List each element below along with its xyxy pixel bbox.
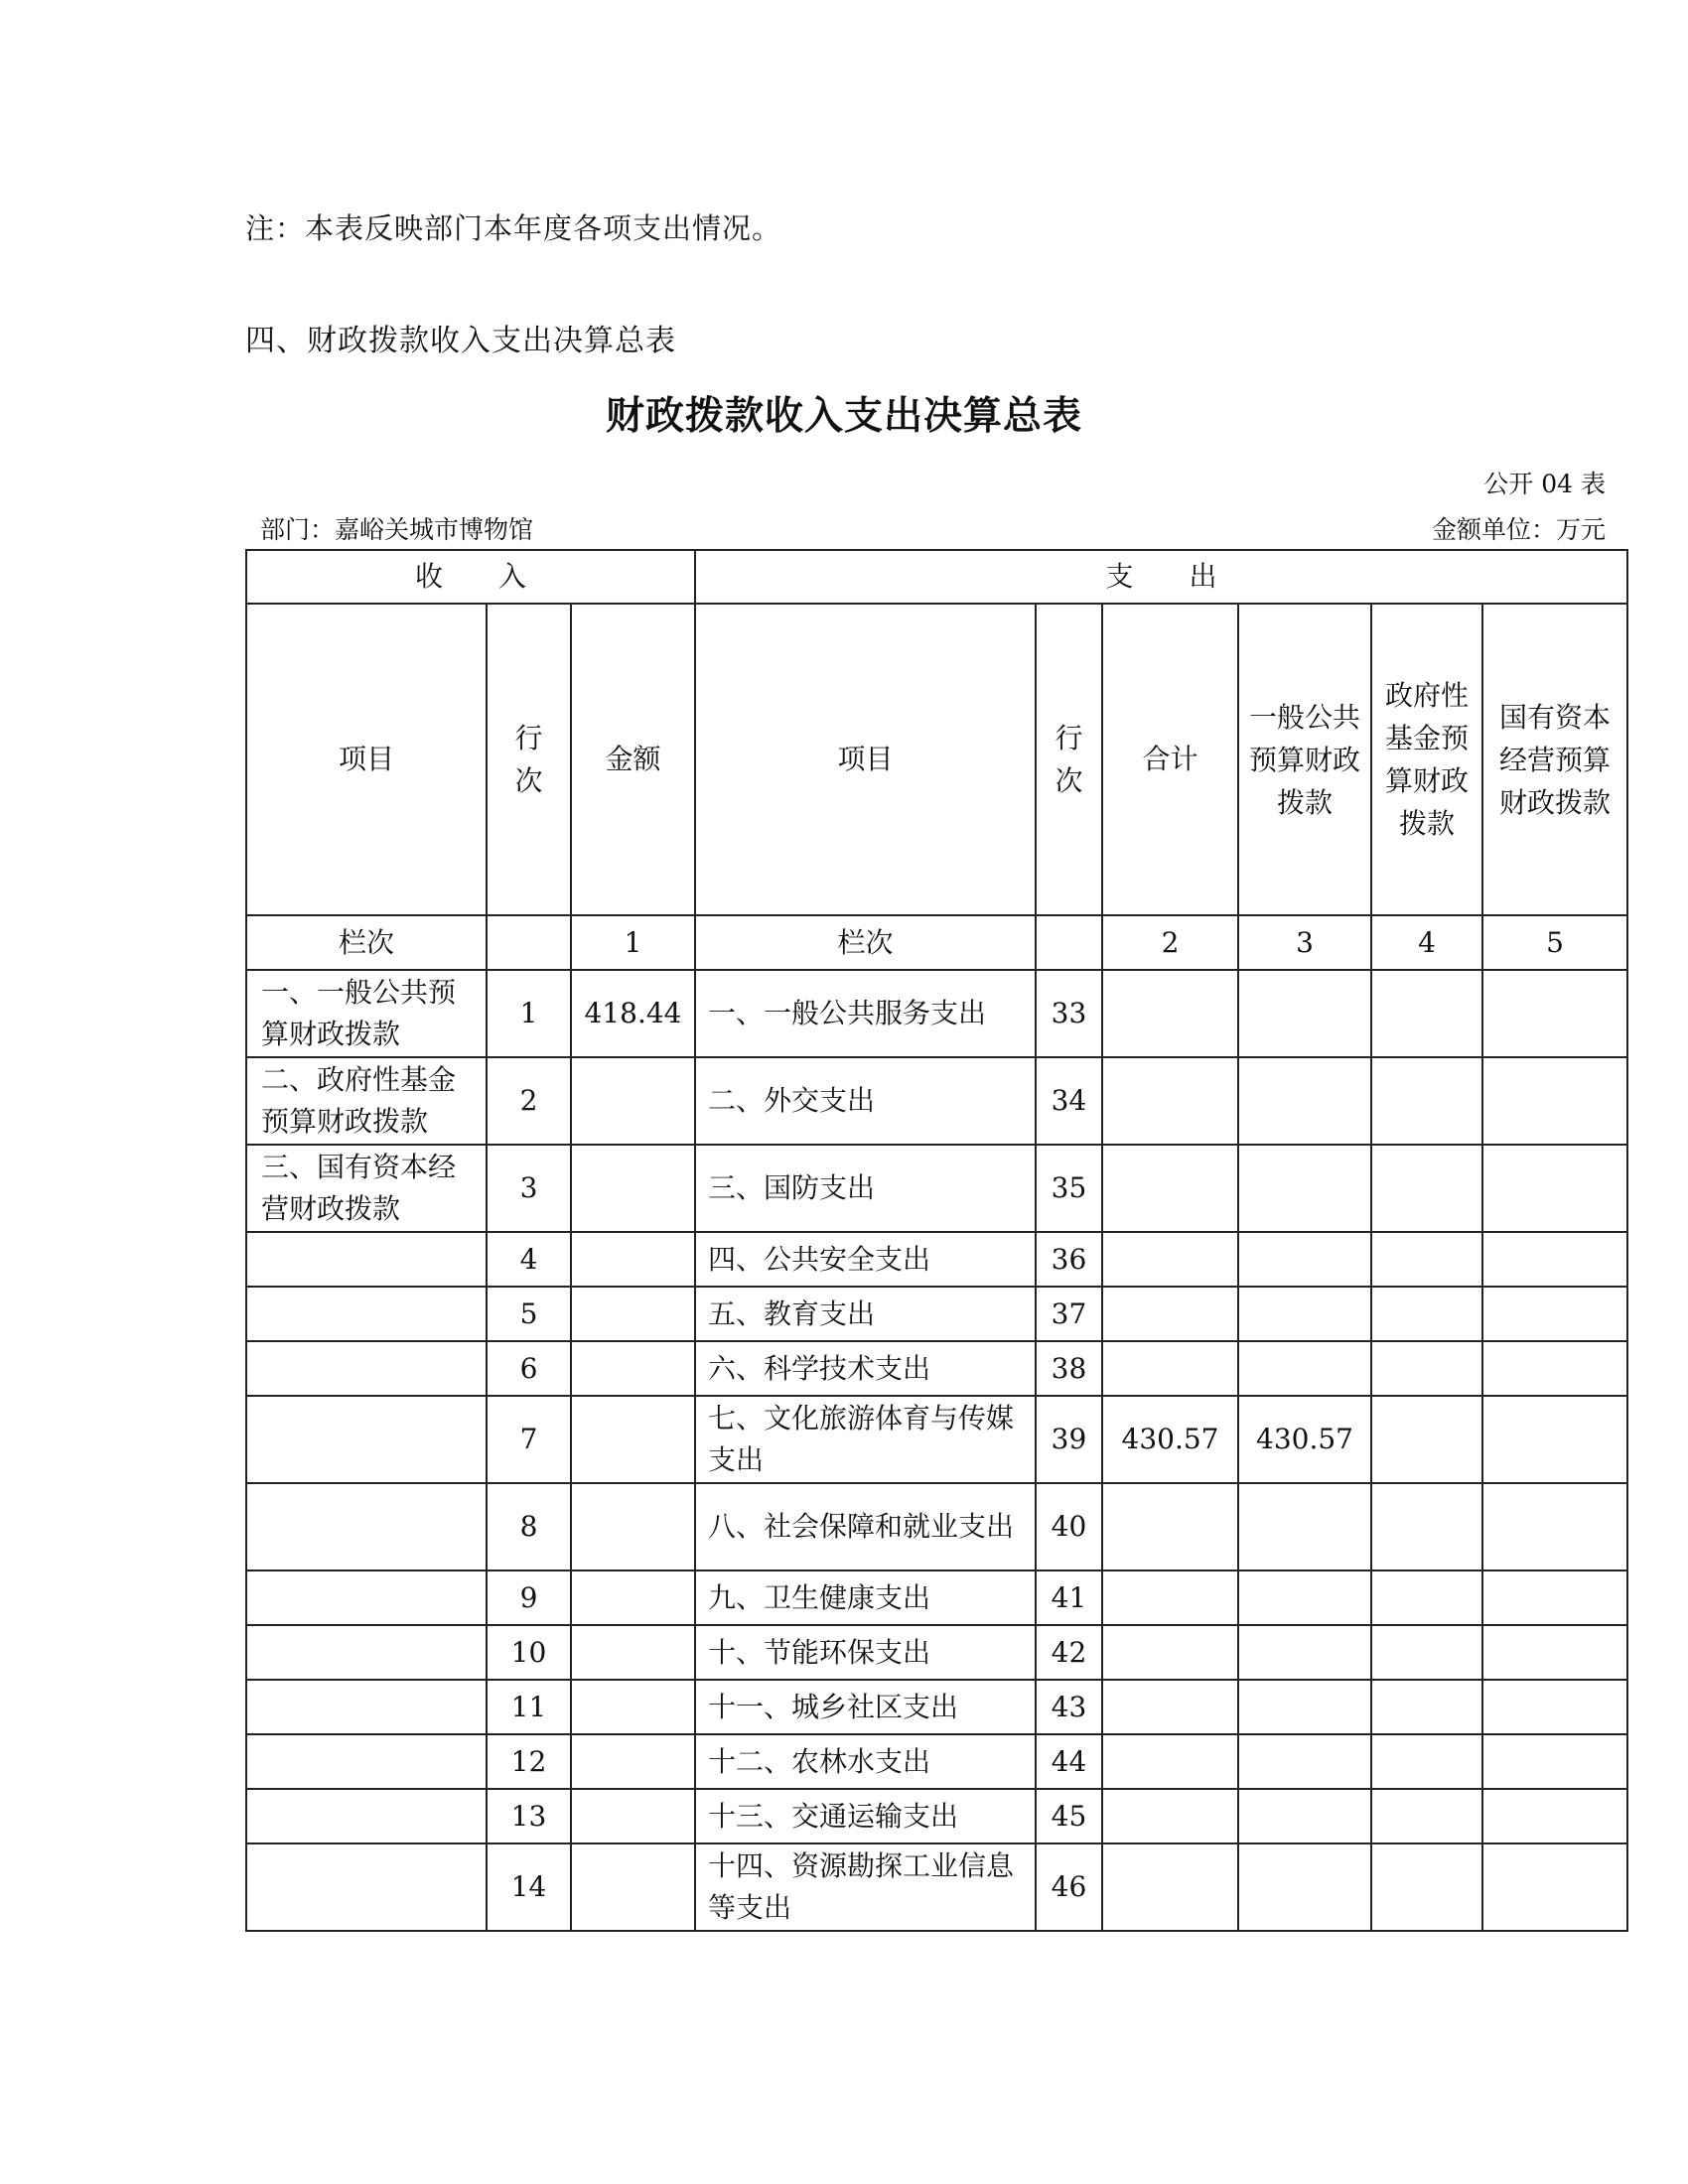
- state-capital-cell: [1482, 1287, 1627, 1341]
- gov-fund-cell: [1371, 1232, 1482, 1287]
- income-row-no-cell: 3: [487, 1145, 571, 1232]
- expense-item-cell: 三、国防支出: [695, 1145, 1036, 1232]
- expense-row-no-cell: 35: [1036, 1145, 1102, 1232]
- table-row: [246, 1396, 1627, 1483]
- income-row-no-cell: 10: [487, 1625, 571, 1680]
- state-capital-cell: [1482, 1734, 1627, 1789]
- general-budget-cell: [1238, 1232, 1371, 1287]
- section-heading: 四、财政拨款收入支出决算总表: [245, 324, 676, 358]
- gov-fund-cell: [1371, 1625, 1482, 1680]
- unit-label: 金额单位：万元: [1431, 515, 1606, 544]
- income-amount-cell: [571, 1341, 695, 1396]
- income-item-cell: [246, 1232, 487, 1287]
- income-amount-cell: [571, 1734, 695, 1789]
- expense-item-cell: 十四、资源勘探工业信息等支出: [695, 1843, 1036, 1931]
- income-amount-cell: [571, 1680, 695, 1734]
- table-row: [246, 1057, 1627, 1145]
- expense-row-no-cell: 44: [1036, 1734, 1102, 1789]
- table-row: [246, 1734, 1627, 1789]
- table-note: 注：本表反映部门本年度各项支出情况。: [245, 211, 782, 245]
- general-budget-cell: [1238, 1287, 1371, 1341]
- gov-fund-cell: [1371, 1483, 1482, 1570]
- income-amount-cell: [571, 1570, 695, 1625]
- total-cell: [1102, 1570, 1238, 1625]
- state-capital-cell: [1482, 1843, 1627, 1931]
- index-c3: 3: [1238, 915, 1371, 970]
- col-header-total: 合计: [1102, 604, 1238, 915]
- income-row-no-cell: 2: [487, 1057, 571, 1145]
- income-amount-cell: [571, 1396, 695, 1483]
- col-header-expense-row-no: 行次: [1055, 722, 1083, 797]
- general-budget-cell: [1238, 1789, 1371, 1843]
- table-row: [246, 1483, 1627, 1570]
- income-item-cell: 三、国有资本经营财政拨款: [246, 1145, 487, 1232]
- general-budget-cell: [1238, 1057, 1371, 1145]
- income-row-no-cell: 5: [487, 1287, 571, 1341]
- income-amount-cell: [571, 1789, 695, 1843]
- table-row: [246, 970, 1627, 1057]
- total-cell: [1102, 1625, 1238, 1680]
- income-row-no-cell: 14: [487, 1843, 571, 1931]
- income-item-cell: [246, 1680, 487, 1734]
- income-row-no-cell: 1: [487, 970, 571, 1057]
- income-row-no-cell: 12: [487, 1734, 571, 1789]
- total-cell: [1102, 970, 1238, 1057]
- general-budget-cell: [1238, 1570, 1371, 1625]
- total-cell: [1102, 1287, 1238, 1341]
- expense-row-no-cell: 38: [1036, 1341, 1102, 1396]
- expense-item-cell: 八、社会保障和就业支出: [695, 1483, 1036, 1570]
- col-header-expense-item: 项目: [695, 604, 1036, 915]
- general-budget-cell: [1238, 1680, 1371, 1734]
- general-budget-cell: [1238, 1341, 1371, 1396]
- expense-item-cell: 十三、交通运输支出: [695, 1789, 1036, 1843]
- income-amount-cell: 418.44: [571, 970, 695, 1057]
- income-row-no-cell: 9: [487, 1570, 571, 1625]
- income-row-no-cell: 8: [487, 1483, 571, 1570]
- state-capital-cell: [1482, 1057, 1627, 1145]
- total-cell: [1102, 1232, 1238, 1287]
- state-capital-cell: [1482, 1232, 1627, 1287]
- state-capital-cell: [1482, 1680, 1627, 1734]
- income-item-cell: [246, 1483, 487, 1570]
- expense-row-no-cell: 37: [1036, 1287, 1102, 1341]
- income-item-cell: [246, 1396, 487, 1483]
- expense-row-no-cell: 40: [1036, 1483, 1102, 1570]
- gov-fund-cell: [1371, 1843, 1482, 1931]
- general-budget-cell: 430.57: [1238, 1396, 1371, 1483]
- state-capital-cell: [1482, 1483, 1627, 1570]
- income-item-cell: [246, 1789, 487, 1843]
- income-row-no-cell: 4: [487, 1232, 571, 1287]
- expense-row-no-cell: 42: [1036, 1625, 1102, 1680]
- general-budget-cell: [1238, 1843, 1371, 1931]
- budget-table: [245, 549, 1628, 1932]
- total-cell: 430.57: [1102, 1396, 1238, 1483]
- total-cell: [1102, 1734, 1238, 1789]
- col-header-income-amount: 金额: [571, 604, 695, 915]
- expense-item-cell: 四、公共安全支出: [695, 1232, 1036, 1287]
- income-item-cell: [246, 1734, 487, 1789]
- gov-fund-cell: [1371, 1570, 1482, 1625]
- table-row: [246, 1287, 1627, 1341]
- gov-fund-cell: [1371, 970, 1482, 1057]
- expense-item-cell: 九、卫生健康支出: [695, 1570, 1036, 1625]
- general-budget-cell: [1238, 1145, 1371, 1232]
- total-cell: [1102, 1341, 1238, 1396]
- expense-row-no-cell: 39: [1036, 1396, 1102, 1483]
- state-capital-cell: [1482, 1625, 1627, 1680]
- index-c2: 2: [1102, 915, 1238, 970]
- expense-item-cell: 十、节能环保支出: [695, 1625, 1036, 1680]
- expense-row-no-cell: 43: [1036, 1680, 1102, 1734]
- state-capital-cell: [1482, 1789, 1627, 1843]
- col-header-general-budget: 一般公共预算财政拨款: [1248, 700, 1360, 819]
- expense-item-cell: 十一、城乡社区支出: [695, 1680, 1036, 1734]
- expense-row-no-cell: 45: [1036, 1789, 1102, 1843]
- income-amount-cell: [571, 1843, 695, 1931]
- income-row-no-cell: 13: [487, 1789, 571, 1843]
- expense-group-header: 支 出: [695, 550, 1627, 604]
- state-capital-cell: [1482, 1396, 1627, 1483]
- index-blank: [487, 915, 571, 970]
- gov-fund-cell: [1371, 1145, 1482, 1232]
- income-row-no-cell: 6: [487, 1341, 571, 1396]
- col-header-state-capital: 国有资本经营预算财政拨款: [1499, 700, 1612, 819]
- income-item-cell: 一、一般公共预算财政拨款: [246, 970, 487, 1057]
- total-cell: [1102, 1145, 1238, 1232]
- income-amount-cell: [571, 1287, 695, 1341]
- income-group-header: 收 入: [246, 550, 695, 604]
- form-number: 公开 04 表: [1483, 470, 1606, 498]
- income-amount-cell: [571, 1483, 695, 1570]
- state-capital-cell: [1482, 1145, 1627, 1232]
- income-amount-cell: [571, 1057, 695, 1145]
- index-c5: 5: [1482, 915, 1627, 970]
- expense-row-no-cell: 41: [1036, 1570, 1102, 1625]
- income-item-cell: [246, 1287, 487, 1341]
- page-title: 财政拨款收入支出决算总表: [605, 393, 1082, 439]
- state-capital-cell: [1482, 1570, 1627, 1625]
- gov-fund-cell: [1371, 1680, 1482, 1734]
- total-cell: [1102, 1789, 1238, 1843]
- total-cell: [1102, 1680, 1238, 1734]
- table-row: [246, 1232, 1627, 1287]
- column-index-row: [246, 915, 1627, 970]
- index-blank: [1036, 915, 1102, 970]
- income-item-cell: [246, 1570, 487, 1625]
- gov-fund-cell: [1371, 1734, 1482, 1789]
- general-budget-cell: [1238, 1483, 1371, 1570]
- expense-item-cell: 一、一般公共服务支出: [695, 970, 1036, 1057]
- total-cell: [1102, 1483, 1238, 1570]
- general-budget-cell: [1238, 1625, 1371, 1680]
- table-row: [246, 1843, 1627, 1931]
- gov-fund-cell: [1371, 1341, 1482, 1396]
- income-item-cell: 二、政府性基金预算财政拨款: [246, 1057, 487, 1145]
- index-label-left: 栏次: [246, 915, 487, 970]
- income-amount-cell: [571, 1232, 695, 1287]
- column-header-row: [246, 604, 1627, 915]
- state-capital-cell: [1482, 1341, 1627, 1396]
- index-c4: 4: [1371, 915, 1482, 970]
- group-header-row: [246, 550, 1627, 604]
- table-row: [246, 1570, 1627, 1625]
- table-row: [246, 1341, 1627, 1396]
- table-row: [246, 1680, 1627, 1734]
- expense-item-cell: 七、文化旅游体育与传媒支出: [695, 1396, 1036, 1483]
- expense-item-cell: 十二、农林水支出: [695, 1734, 1036, 1789]
- index-c1: 1: [571, 915, 695, 970]
- gov-fund-cell: [1371, 1287, 1482, 1341]
- expense-item-cell: 五、教育支出: [695, 1287, 1036, 1341]
- col-header-income-row-no: 行次: [514, 722, 543, 797]
- gov-fund-cell: [1371, 1057, 1482, 1145]
- income-amount-cell: [571, 1625, 695, 1680]
- income-amount-cell: [571, 1145, 695, 1232]
- gov-fund-cell: [1371, 1396, 1482, 1483]
- income-row-no-cell: 7: [487, 1396, 571, 1483]
- col-header-gov-fund: 政府性基金预算财政拨款: [1384, 679, 1469, 840]
- table-row: [246, 1789, 1627, 1843]
- expense-item-cell: 六、科学技术支出: [695, 1341, 1036, 1396]
- col-header-income-item: 项目: [246, 604, 487, 915]
- expense-row-no-cell: 46: [1036, 1843, 1102, 1931]
- total-cell: [1102, 1843, 1238, 1931]
- income-item-cell: [246, 1341, 487, 1396]
- general-budget-cell: [1238, 1734, 1371, 1789]
- income-row-no-cell: 11: [487, 1680, 571, 1734]
- expense-row-no-cell: 36: [1036, 1232, 1102, 1287]
- income-item-cell: [246, 1843, 487, 1931]
- gov-fund-cell: [1371, 1789, 1482, 1843]
- state-capital-cell: [1482, 970, 1627, 1057]
- table-row: [246, 1145, 1627, 1232]
- index-label-right: 栏次: [695, 915, 1036, 970]
- expense-item-cell: 二、外交支出: [695, 1057, 1036, 1145]
- general-budget-cell: [1238, 970, 1371, 1057]
- expense-row-no-cell: 34: [1036, 1057, 1102, 1145]
- table-row: [246, 1625, 1627, 1680]
- total-cell: [1102, 1057, 1238, 1145]
- expense-row-no-cell: 33: [1036, 970, 1102, 1057]
- department-label: 部门：嘉峪关城市博物馆: [260, 515, 534, 544]
- income-item-cell: [246, 1625, 487, 1680]
